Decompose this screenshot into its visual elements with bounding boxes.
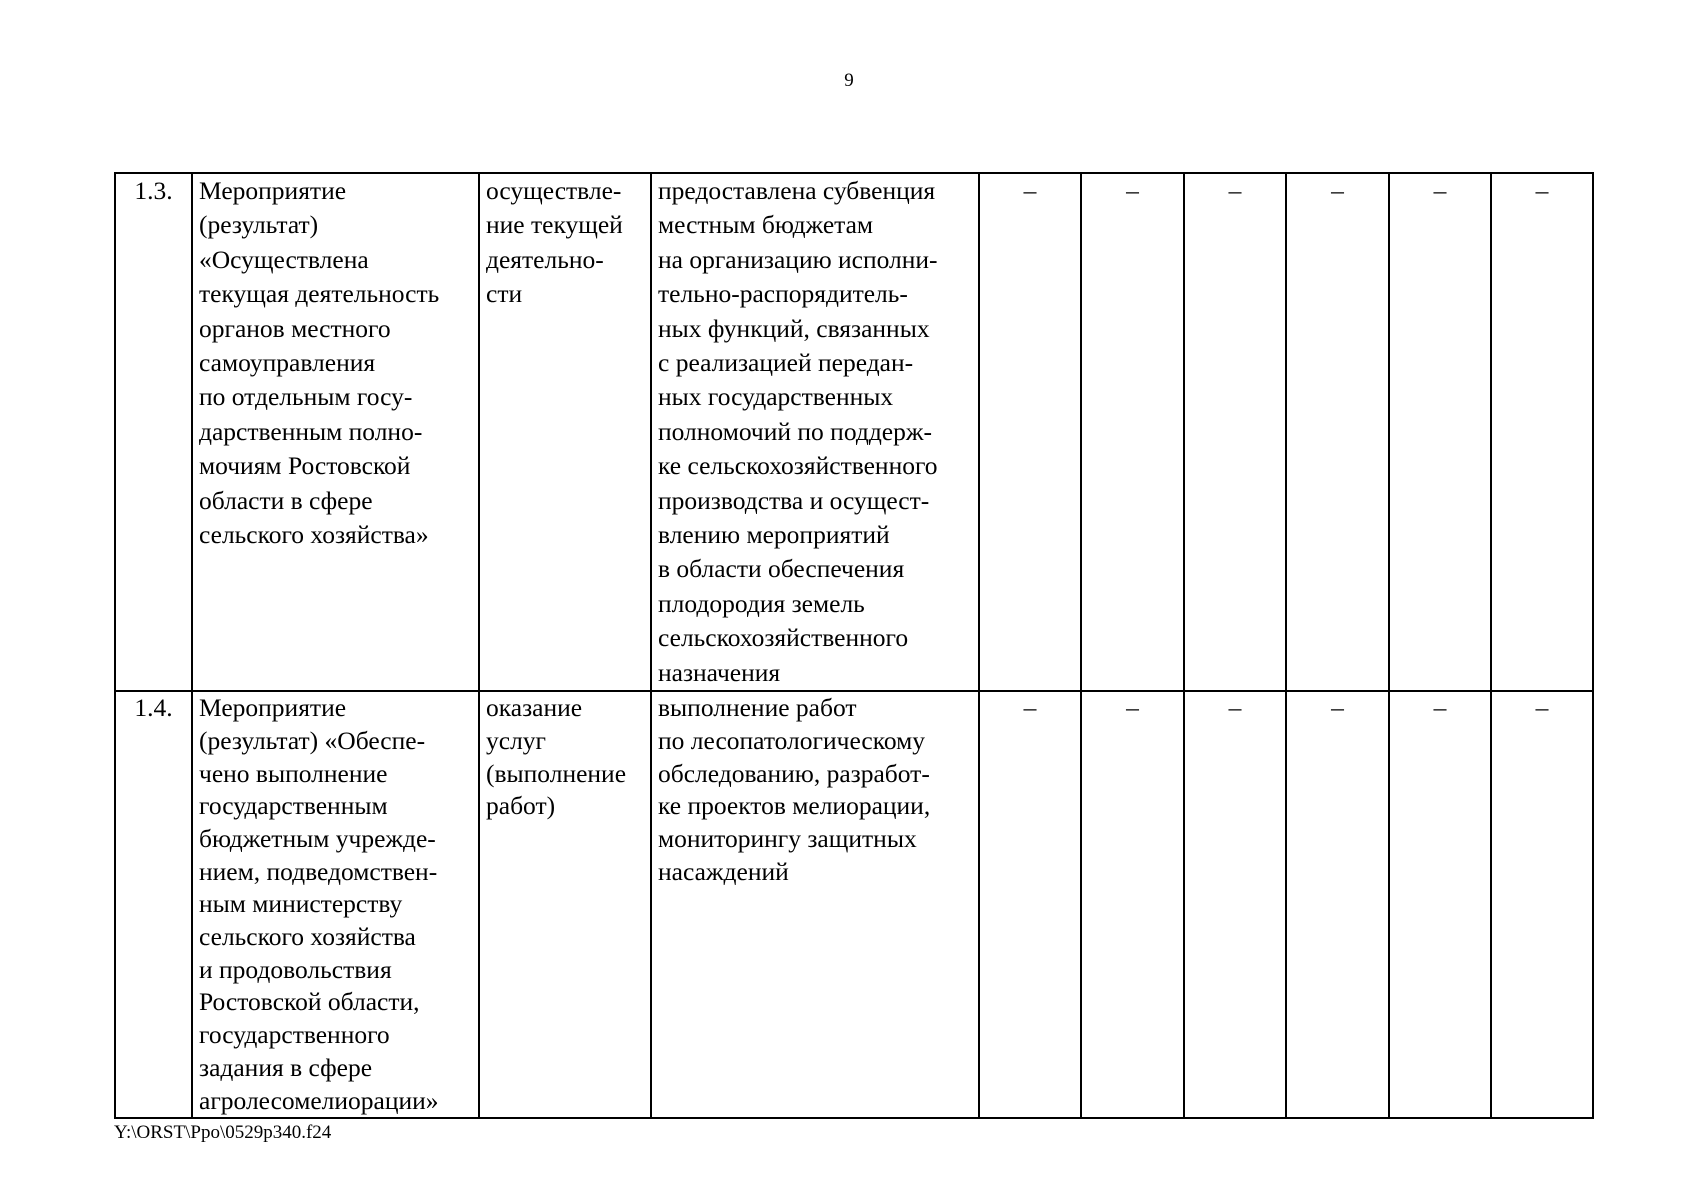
table-row [115, 691, 1593, 1118]
value-cell: – [979, 173, 1081, 691]
value-cell: – [1389, 691, 1491, 1118]
value-cell: – [1081, 173, 1184, 691]
value-cell: – [1081, 691, 1184, 1118]
file-path: Y:\ORST\Ppo\0529p340.f24 [114, 1122, 332, 1143]
page-number: 9 [844, 70, 854, 91]
value-cell: – [979, 691, 1081, 1118]
value-cell: – [1286, 173, 1389, 691]
event-type: осуществле- ние текущей деятельно- сти [479, 173, 651, 691]
event-name: Мероприятие (результат) «Обеспе- чено выполнение государственным бюджетным учрежде- нием, подведомствен- ным министерству сельского хозяйства и продовольствия Ростовской области, государственного задания в сфере агролесомелиорации» [192, 691, 479, 1118]
value-cell: – [1491, 173, 1593, 691]
measures-table [114, 172, 1594, 1119]
event-description: выполнение работ по лесопатологическому обследованию, разработ- ке проектов мелиорации, мониторингу защитных насаждений [651, 691, 979, 1118]
value-cell: – [1389, 173, 1491, 691]
event-description: предоставлена субвенция местным бюджетам на организацию исполни- тельно-распорядитель- ных функций, связанных с реализацией передан- ных государственных полномочий по поддерж- ке сельскохозяйственного производства и осущест- влению мероприятий в области обеспечения плодородия земель сельскохозяйственного назначения [651, 173, 979, 691]
value-cell: – [1286, 691, 1389, 1118]
value-cell: – [1184, 173, 1286, 691]
event-type: оказание услуг (выполнение работ) [479, 691, 651, 1118]
row-number: 1.4. [115, 691, 192, 1118]
row-number: 1.3. [115, 173, 192, 691]
table-row [115, 173, 1593, 691]
value-cell: – [1184, 691, 1286, 1118]
event-name: Мероприятие (результат) «Осуществлена текущая деятельность органов местного самоуправления по отдельным госу- дарственным полно- мочиям Ростовской области в сфере сельского хозяйства» [192, 173, 479, 691]
value-cell: – [1491, 691, 1593, 1118]
